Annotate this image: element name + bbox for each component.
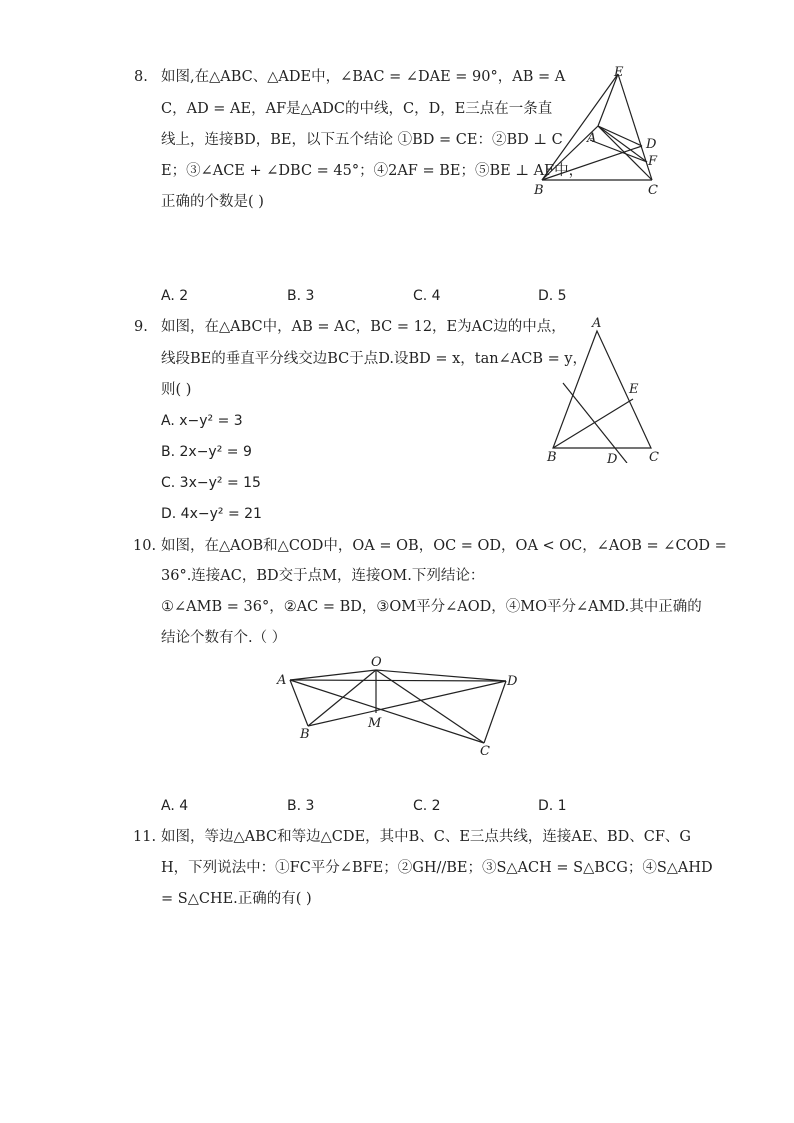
- q9-line-3: 则( ): [161, 382, 192, 398]
- q10-line-1: 如图，在△AOB和△COD中，OA = OB，OC = OD，OA < OC，∠AOB = ∠COD =: [161, 538, 727, 554]
- q9-option-d[interactable]: D. 4x−y² = 21: [161, 506, 262, 522]
- q8-option-d[interactable]: D. 5: [538, 288, 567, 304]
- q10-option-c[interactable]: C. 2: [413, 798, 441, 814]
- q9-line-2: 线段BE的垂直平分线交边BC于点D.设BD = x，tan∠ACB = y，: [161, 351, 588, 367]
- q8-line-2: C，AD = AE，AF是△ADC的中线，C，D，E三点在一条直: [161, 101, 553, 117]
- q10-line-4: 结论个数有个.（ ）: [161, 630, 287, 646]
- q9-option-b[interactable]: B. 2x−y² = 9: [161, 444, 252, 460]
- q11-line-1: 如图，等边△ABC和等边△CDE，其中B、C、E三点共线，连接AE、BD、CF、G: [161, 829, 692, 845]
- q10-fig-label-o: O: [371, 655, 382, 670]
- q8-line-4: E；③∠ACE + ∠DBC = 45°；④2AF = BE；⑤BE ⊥ AF中，: [161, 163, 584, 179]
- q10-fig-label-d: D: [507, 674, 518, 689]
- q8-line-3: 线上，连接BD，BE，以下五个结论 ①BD = CE：②BD ⊥ C: [161, 132, 563, 148]
- q10-option-b[interactable]: B. 3: [287, 798, 315, 814]
- q11-line-2: H，下列说法中：①FC平分∠BFE；②GH//BE；③S△ACH = S△BCG；④S△AHD: [161, 860, 713, 876]
- q10-fig-label-a: A: [277, 673, 287, 688]
- q9-fig-label-c: C: [649, 450, 659, 463]
- q10-option-d[interactable]: D. 1: [538, 798, 567, 814]
- q9-line-1: 如图，在△ABC中，AB = AC，BC = 12，E为AC边的中点，: [161, 319, 566, 335]
- q8-figure: [530, 62, 670, 197]
- q8-line-1: 如图,在△ABC、△ADE中，∠BAC = ∠DAE = 90°，AB = A: [161, 69, 566, 85]
- q9-figure: [541, 313, 666, 463]
- q10-number: 10.: [133, 538, 157, 554]
- q10-line-3: ①∠AMB = 36°，②AC = BD，③OM平分∠AOD，④MO平分∠AMD.其中正确的: [161, 599, 702, 615]
- q8-fig-label-d: D: [646, 137, 657, 152]
- q10-line-2: 36°.连接AC，BD交于点M，连接OM.下列结论：: [161, 568, 485, 584]
- q8-option-c[interactable]: C. 4: [413, 288, 441, 304]
- q8-fig-label-a: A: [587, 131, 597, 146]
- q11-number: 11.: [133, 829, 157, 845]
- q11-line-3: = S△CHE.正确的有( ): [161, 891, 312, 907]
- q8-fig-label-c: C: [648, 183, 658, 197]
- q9-number: 9.: [134, 319, 148, 335]
- q8-option-b[interactable]: B. 3: [287, 288, 315, 304]
- q10-figure: [272, 655, 522, 760]
- q8-number: 8.: [134, 69, 148, 85]
- q9-fig-label-e: E: [629, 382, 639, 397]
- q9-fig-label-a: A: [592, 316, 602, 331]
- q10-fig-label-m: M: [368, 716, 382, 731]
- q9-fig-label-d: D: [607, 452, 618, 463]
- q10-fig-label-b: B: [300, 727, 310, 742]
- q9-option-a[interactable]: A. x−y² = 3: [161, 413, 243, 429]
- q8-line-5: 正确的个数是( ): [161, 194, 264, 210]
- q9-option-c[interactable]: C. 3x−y² = 15: [161, 475, 261, 491]
- q9-fig-label-b: B: [547, 450, 557, 463]
- q8-option-a[interactable]: A. 2: [161, 288, 189, 304]
- q10-fig-label-c: C: [480, 744, 490, 759]
- q8-fig-label-e: E: [614, 65, 624, 80]
- q8-fig-label-b: B: [534, 183, 544, 197]
- q8-fig-label-f: F: [648, 154, 658, 169]
- q10-option-a[interactable]: A. 4: [161, 798, 189, 814]
